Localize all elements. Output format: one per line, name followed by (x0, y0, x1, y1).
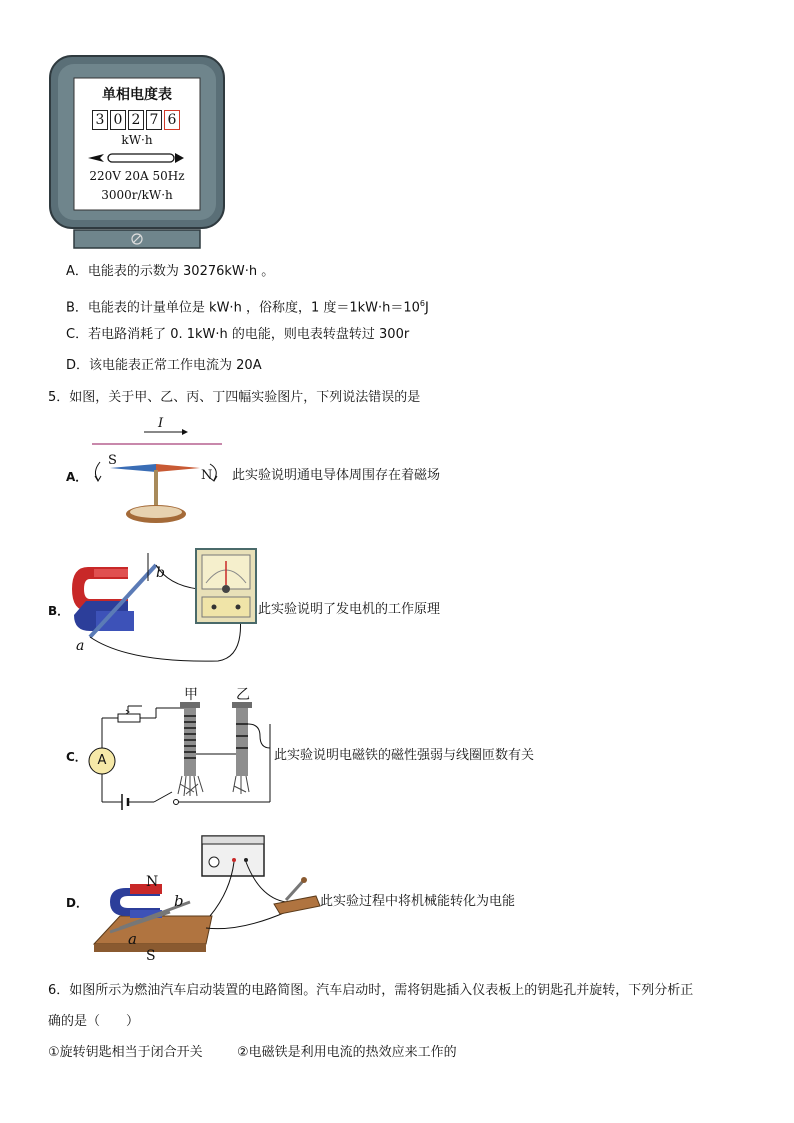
q6-item-1: ①旋转钥匙相当于闭合开关 (48, 1045, 203, 1060)
q4-option-b (66, 296, 429, 316)
q6-stem-line2: 确的是（ ） (48, 1014, 140, 1029)
meter-digit-decimal: 6 (164, 110, 180, 130)
q5-option-c-letter: C． (66, 750, 87, 764)
generator-figure (68, 545, 268, 665)
q5-option-d-letter: D． (66, 896, 88, 910)
q4-option-d (66, 358, 262, 374)
option-text: 电能表的示数为 30276kW·h 。 (87, 264, 275, 279)
meter-digit: 3 (92, 110, 108, 130)
option-letter: C． (66, 327, 89, 342)
q4-option-c (66, 327, 409, 343)
meter-digit: 7 (146, 110, 162, 130)
q5-option-b-text: 此实验说明了发电机的工作原理 (258, 602, 441, 617)
meter-title: 单相电度表 (102, 87, 172, 103)
electromagnet-jia-label: 甲 (184, 687, 198, 703)
ammeter-label: A (97, 753, 107, 768)
q5-stem (48, 390, 420, 406)
q6-stem-line1 (48, 983, 693, 999)
conductor-end-b-label: b (156, 565, 165, 581)
meter-body-graphic (48, 54, 228, 254)
question-text: 如图，关于甲、乙、丙、丁四幅实验图片，下列说法错误的是 (69, 390, 421, 405)
magnet-south-label: S (146, 948, 156, 964)
electromagnet-circuit-graphic (88, 684, 278, 824)
q5-option-a-text: 此实验说明通电导体周围存在着磁场 (232, 468, 441, 483)
meter-digit: 2 (128, 110, 144, 130)
electric-meter-figure (48, 54, 228, 254)
option-text: 该电能表正常工作电流为 20A (89, 358, 262, 373)
option-letter: D． (66, 358, 90, 373)
q4-option-a (66, 264, 274, 280)
meter-unit: kW·h (121, 133, 153, 147)
magnet-north-label: N (146, 874, 159, 890)
meter-spec-line1: 220V 20A 50Hz (89, 169, 185, 183)
oersted-figure (88, 418, 228, 530)
question-number: 6． (48, 983, 70, 998)
conductor-end-a-label: a (76, 638, 85, 654)
q6-item-2: ②电磁铁是利用电流的热效应来工作的 (237, 1045, 457, 1060)
q5-option-b-letter: B． (48, 604, 70, 618)
magnet-galvanometer-graphic (68, 545, 268, 665)
option-superscript: 6 (419, 299, 426, 308)
north-pole-label: N (201, 468, 213, 483)
rod-end-a-label: a (128, 930, 137, 948)
motor-apparatus-graphic (90, 832, 330, 972)
electromagnet-yi-label: 乙 (236, 687, 250, 703)
meter-digit: 0 (110, 110, 126, 130)
q5-option-d-text: 此实验过程中将机械能转化为电能 (320, 894, 516, 909)
current-label: I (158, 416, 164, 431)
option-letter: B． (66, 300, 88, 316)
motor-figure (90, 832, 330, 972)
option-text: 若电路消耗了 0. 1kW·h 的电能，则电表转盘转过 300r (88, 327, 410, 342)
electromagnet-figure (88, 684, 278, 824)
question-number: 5． (48, 390, 70, 405)
south-pole-label: S (108, 453, 117, 468)
option-text: 电能表的计量单位是 kW·h ，俗称度，1 度＝1kW·h＝10 (87, 300, 420, 316)
meter-digits (92, 110, 180, 130)
option-tail: J (425, 300, 429, 316)
question-text: 如图所示为燃油汽车启动装置的电路简图。汽车启动时，需将钥匙插入仪表板上的钥匙孔并旋转，下列分析正 (69, 983, 694, 998)
option-letter: A． (66, 264, 88, 279)
rod-end-b-label: b (174, 892, 184, 910)
q5-option-c-text: 此实验说明电磁铁的磁性强弱与线圈匝数有关 (274, 748, 535, 763)
q5-option-a-letter: A． (66, 470, 88, 484)
meter-spec-line2: 3000r/kW·h (101, 188, 173, 202)
